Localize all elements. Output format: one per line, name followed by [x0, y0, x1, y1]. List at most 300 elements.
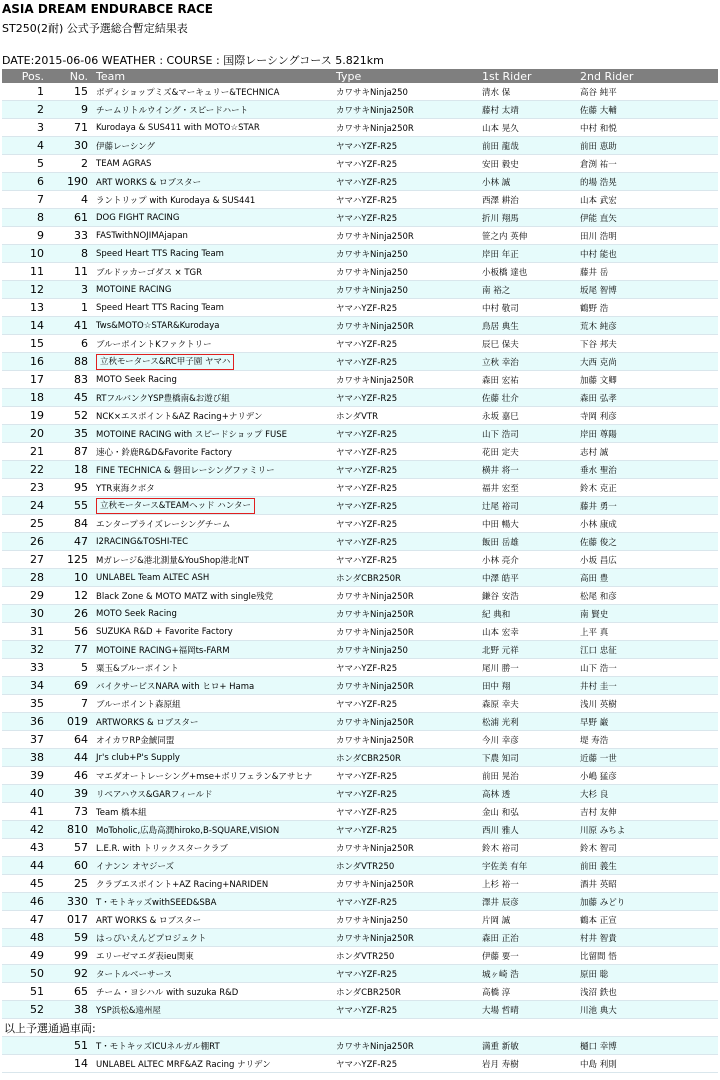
cell-type: ヤマハYZF-R25 — [334, 695, 480, 713]
cell-rider1: 辻尾 裕司 — [480, 497, 578, 515]
col-header-rider1: 1st Rider — [480, 69, 578, 83]
cell-rider2: 加藤 文卿 — [578, 371, 718, 389]
table-row — [2, 857, 718, 875]
cell-pos: 43 — [2, 839, 52, 857]
cell-pos: 1 — [2, 83, 52, 101]
cell-pos: 37 — [2, 731, 52, 749]
cell-type: ヤマハYZF-R25 — [334, 155, 480, 173]
table-header-row — [2, 69, 718, 83]
cell-rider2: 岸田 尊陽 — [578, 425, 718, 443]
cell-type: ヤマハYZF-R25 — [334, 767, 480, 785]
cell-rider1: 中村 敬司 — [480, 299, 578, 317]
cell-pos: 47 — [2, 911, 52, 929]
cell-type: カワサキNinja250R — [334, 677, 480, 695]
cell-no: 3 — [52, 281, 94, 299]
table-row — [2, 497, 718, 515]
cell-pos: 26 — [2, 533, 52, 551]
cell-rider1: 小林 誠 — [480, 173, 578, 191]
cell-no: 18 — [52, 461, 94, 479]
cell-team: MOTOINE RACING — [94, 281, 334, 299]
cell-rider1: 今川 幸彦 — [480, 731, 578, 749]
cell-no: 11 — [52, 263, 94, 281]
cell-type: ヤマハYZF-R25 — [334, 443, 480, 461]
cell-pos: 22 — [2, 461, 52, 479]
cell-team: RTフルバンクYSP豊橋南&お遊び組 — [94, 389, 334, 407]
cell-rider2: 鈴木 智司 — [578, 839, 718, 857]
cell-type: カワサキNinja250R — [334, 101, 480, 119]
cell-rider1: 宇佐美 有年 — [480, 857, 578, 875]
cell-rider2: 比留間 悟 — [578, 947, 718, 965]
cell-rider2: 浅川 英樹 — [578, 695, 718, 713]
cell-pos: 40 — [2, 785, 52, 803]
qualified-note: 以上予選通過車両: — [2, 1019, 718, 1037]
cell-rider2: 坂尾 智博 — [578, 281, 718, 299]
cell-no: 7 — [52, 695, 94, 713]
cell-type: ホンダCBR250R — [334, 983, 480, 1001]
cell-no: 15 — [52, 83, 94, 101]
cell-rider1: 前田 龍哉 — [480, 137, 578, 155]
cell-rider1: 佐藤 壮介 — [480, 389, 578, 407]
cell-rider2: 山本 武宏 — [578, 191, 718, 209]
cell-rider2: 鶴野 浩 — [578, 299, 718, 317]
cell-no: 8 — [52, 245, 94, 263]
table-row — [2, 839, 718, 857]
table-row — [2, 425, 718, 443]
cell-type: ヤマハYZF-R25 — [334, 515, 480, 533]
cell-rider2: 中村 和悦 — [578, 119, 718, 137]
cell-pos: 36 — [2, 713, 52, 731]
cell-no: 99 — [52, 947, 94, 965]
table-row — [2, 731, 718, 749]
cell-pos: 2 — [2, 101, 52, 119]
cell-rider1: 笹之内 英伸 — [480, 227, 578, 245]
cell-pos: 48 — [2, 929, 52, 947]
cell-team: エンタープライズレーシングチーム — [94, 515, 334, 533]
cell-type: カワサキNinja250R — [334, 1037, 480, 1055]
cell-no: 52 — [52, 407, 94, 425]
cell-no: 9 — [52, 101, 94, 119]
cell-team: ブルドッカーゴダス × TGR — [94, 263, 334, 281]
cell-no: 64 — [52, 731, 94, 749]
cell-pos: 10 — [2, 245, 52, 263]
cell-team: Jr's club+P's Supply — [94, 749, 334, 767]
non-qualified-row — [2, 1055, 718, 1073]
cell-rider1: 下農 知司 — [480, 749, 578, 767]
cell-type: ヤマハYZF-R25 — [334, 425, 480, 443]
cell-no: 38 — [52, 1001, 94, 1019]
cell-team: 伊藤レーシング — [94, 137, 334, 155]
cell-no: 39 — [52, 785, 94, 803]
col-header-no: No. — [52, 69, 94, 83]
cell-type: カワサキNinja250R — [334, 227, 480, 245]
cell-team: FASTwithNOJIMAjapan — [94, 227, 334, 245]
cell-team: ブルーポイントKファクトリー — [94, 335, 334, 353]
cell-rider1: 伊藤 要一 — [480, 947, 578, 965]
table-row — [2, 263, 718, 281]
cell-rider1: 清水 保 — [480, 83, 578, 101]
table-row — [2, 371, 718, 389]
cell-rider2: 的場 浩晃 — [578, 173, 718, 191]
cell-type: ホンダCBR250R — [334, 569, 480, 587]
cell-type: カワサキNinja250R — [334, 119, 480, 137]
cell-no: 88 — [52, 353, 94, 371]
cell-team: ラントリップ with Kurodaya & SUS441 — [94, 191, 334, 209]
cell-team — [94, 353, 334, 371]
cell-pos: 30 — [2, 605, 52, 623]
table-row — [2, 965, 718, 983]
cell-rider1: 西澤 耕治 — [480, 191, 578, 209]
cell-pos-empty — [2, 1037, 52, 1055]
table-row — [2, 893, 718, 911]
cell-rider2: 前田 恵助 — [578, 137, 718, 155]
cell-no: 45 — [52, 389, 94, 407]
cell-pos: 41 — [2, 803, 52, 821]
results-body — [2, 83, 718, 1073]
cell-team: チーム・ヨシハル with suzuka R&D — [94, 983, 334, 1001]
cell-team — [94, 497, 334, 515]
cell-pos: 17 — [2, 371, 52, 389]
cell-pos: 15 — [2, 335, 52, 353]
highlight-box: 立秋モータース&TEAMヘッド ハンター — [96, 498, 255, 514]
table-row — [2, 443, 718, 461]
cell-team: MOTOINE RACING+福岡ts-FARM — [94, 641, 334, 659]
cell-rider2: 森田 弘孝 — [578, 389, 718, 407]
cell-rider2: 南 賢史 — [578, 605, 718, 623]
cell-team: Speed Heart TTS Racing Team — [94, 245, 334, 263]
cell-type: ヤマハYZF-R25 — [334, 533, 480, 551]
cell-pos: 14 — [2, 317, 52, 335]
table-row — [2, 713, 718, 731]
cell-no: 25 — [52, 875, 94, 893]
cell-pos: 18 — [2, 389, 52, 407]
cell-rider2: 中村 能也 — [578, 245, 718, 263]
cell-rider2: 大杉 良 — [578, 785, 718, 803]
note-row — [2, 1019, 718, 1037]
cell-team: チームリトルウイング・スピードハート — [94, 101, 334, 119]
cell-pos: 13 — [2, 299, 52, 317]
cell-rider1: 横井 将一 — [480, 461, 578, 479]
cell-no: 69 — [52, 677, 94, 695]
cell-no: 47 — [52, 533, 94, 551]
cell-rider1: 永坂 嘉巳 — [480, 407, 578, 425]
cell-team: I2RACING&TOSHI-TEC — [94, 533, 334, 551]
cell-no: 14 — [52, 1055, 94, 1073]
cell-team: T・モトキッズwithSEED&SBA — [94, 893, 334, 911]
table-row — [2, 677, 718, 695]
cell-no: 92 — [52, 965, 94, 983]
cell-type: ヤマハYZF-R25 — [334, 821, 480, 839]
cell-team: Team 橋本組 — [94, 803, 334, 821]
cell-no: 190 — [52, 173, 94, 191]
cell-type: ヤマハYZF-R25 — [334, 209, 480, 227]
table-row — [2, 83, 718, 101]
table-row — [2, 911, 718, 929]
table-row — [2, 173, 718, 191]
cell-rider1: 北野 元祥 — [480, 641, 578, 659]
cell-no: 12 — [52, 587, 94, 605]
cell-team: クラブエスポイント+AZ Racing+NARIDEN — [94, 875, 334, 893]
cell-no: 26 — [52, 605, 94, 623]
cell-rider1: 小板橋 達也 — [480, 263, 578, 281]
table-row — [2, 929, 718, 947]
cell-rider2: 井村 圭一 — [578, 677, 718, 695]
cell-no: 017 — [52, 911, 94, 929]
cell-type: カワサキNinja250 — [334, 641, 480, 659]
cell-type: ヤマハYZF-R25 — [334, 1001, 480, 1019]
cell-pos: 7 — [2, 191, 52, 209]
cell-rider2: 酒井 英昭 — [578, 875, 718, 893]
cell-rider1: 鳥居 典生 — [480, 317, 578, 335]
cell-no: 33 — [52, 227, 94, 245]
cell-type: ヤマハYZF-R25 — [334, 299, 480, 317]
cell-rider2: 佐藤 大輔 — [578, 101, 718, 119]
cell-team: 速心・鈴鹿R&D&Favorite Factory — [94, 443, 334, 461]
cell-rider2: 小嶋 猛彦 — [578, 767, 718, 785]
cell-rider2: 松尾 和彦 — [578, 587, 718, 605]
cell-team: T・モトキッズICUネルガル棚RT — [94, 1037, 334, 1055]
cell-team: MOTOINE RACING with スピードショップ FUSE — [94, 425, 334, 443]
table-row — [2, 533, 718, 551]
cell-team: ブルーポイント森原組 — [94, 695, 334, 713]
cell-type: カワサキNinja250R — [334, 875, 480, 893]
cell-team: YTR東海クボタ — [94, 479, 334, 497]
cell-rider1: 鈴木 裕司 — [480, 839, 578, 857]
cell-type: ヤマハYZF-R25 — [334, 1055, 480, 1073]
cell-team: エリーゼマエダ表ieu関東 — [94, 947, 334, 965]
cell-pos: 21 — [2, 443, 52, 461]
cell-rider1: 城ヶ崎 浩 — [480, 965, 578, 983]
cell-rider1: 片岡 誠 — [480, 911, 578, 929]
cell-pos: 25 — [2, 515, 52, 533]
cell-type: カワサキNinja250R — [334, 731, 480, 749]
cell-rider2: 山下 浩一 — [578, 659, 718, 677]
cell-rider2: 垂水 聖治 — [578, 461, 718, 479]
cell-pos: 20 — [2, 425, 52, 443]
table-row — [2, 101, 718, 119]
cell-rider2: 高田 豊 — [578, 569, 718, 587]
table-row — [2, 659, 718, 677]
cell-rider2: 堤 寿浩 — [578, 731, 718, 749]
table-row — [2, 407, 718, 425]
table-row — [2, 641, 718, 659]
table-row — [2, 875, 718, 893]
cell-team: UNLABEL ALTEC MRF&AZ Racing ナリデン — [94, 1055, 334, 1073]
cell-rider2: 田川 浩明 — [578, 227, 718, 245]
cell-no: 019 — [52, 713, 94, 731]
table-row — [2, 209, 718, 227]
cell-type: ヤマハYZF-R25 — [334, 965, 480, 983]
cell-type: ヤマハYZF-R25 — [334, 137, 480, 155]
table-row — [2, 299, 718, 317]
cell-pos: 27 — [2, 551, 52, 569]
table-row — [2, 389, 718, 407]
cell-rider2: 下谷 邦夫 — [578, 335, 718, 353]
cell-team: DOG FIGHT RACING — [94, 209, 334, 227]
cell-pos: 34 — [2, 677, 52, 695]
cell-rider2: 村井 智貴 — [578, 929, 718, 947]
cell-rider1: 小林 亮介 — [480, 551, 578, 569]
cell-rider2: 鈴木 克正 — [578, 479, 718, 497]
cell-type: ヤマハYZF-R25 — [334, 335, 480, 353]
cell-team: NCK×エスポイント&AZ Racing+ナリデン — [94, 407, 334, 425]
cell-pos: 38 — [2, 749, 52, 767]
cell-rider2: 上平 真 — [578, 623, 718, 641]
cell-pos: 19 — [2, 407, 52, 425]
cell-no: 57 — [52, 839, 94, 857]
cell-team: 粟玉&ブルーポイント — [94, 659, 334, 677]
cell-type: ヤマハYZF-R25 — [334, 479, 480, 497]
cell-rider1: 中田 暢大 — [480, 515, 578, 533]
cell-type: カワサキNinja250 — [334, 911, 480, 929]
cell-rider1: 岩月 寿樹 — [480, 1055, 578, 1073]
cell-no: 5 — [52, 659, 94, 677]
table-row — [2, 785, 718, 803]
cell-pos: 32 — [2, 641, 52, 659]
cell-rider1: 岸田 年正 — [480, 245, 578, 263]
table-row — [2, 947, 718, 965]
cell-rider1: 南 裕之 — [480, 281, 578, 299]
cell-team: Tws&MOTO☆STAR&Kurodaya — [94, 317, 334, 335]
cell-pos: 51 — [2, 983, 52, 1001]
cell-rider1: 飯田 岳雄 — [480, 533, 578, 551]
cell-team: ARTWORKS & ロブスター — [94, 713, 334, 731]
cell-rider1: 福井 宏至 — [480, 479, 578, 497]
cell-pos-empty — [2, 1055, 52, 1073]
cell-type: カワサキNinja250 — [334, 245, 480, 263]
page-title: ASIA DREAM ENDURABCE RACE — [2, 2, 213, 16]
cell-rider2: 寺岡 利彦 — [578, 407, 718, 425]
cell-rider1: 辰巳 保夫 — [480, 335, 578, 353]
cell-team: TEAM AGRAS — [94, 155, 334, 173]
cell-rider1: 山本 宏幸 — [480, 623, 578, 641]
cell-type: カワサキNinja250R — [334, 317, 480, 335]
cell-rider2: 荒木 純彦 — [578, 317, 718, 335]
cell-rider2: 川池 典大 — [578, 1001, 718, 1019]
cell-rider1: 西川 雅人 — [480, 821, 578, 839]
cell-no: 35 — [52, 425, 94, 443]
col-header-type: Type — [334, 69, 480, 83]
col-header-rider2: 2nd Rider — [578, 69, 718, 83]
cell-pos: 49 — [2, 947, 52, 965]
cell-rider1: 立秋 幸治 — [480, 353, 578, 371]
col-header-team: Team — [94, 69, 334, 83]
cell-rider1: 紀 典和 — [480, 605, 578, 623]
cell-team: MOTO Seek Racing — [94, 605, 334, 623]
cell-rider2: 高谷 純平 — [578, 83, 718, 101]
cell-pos: 46 — [2, 893, 52, 911]
cell-rider1: 折川 翔馬 — [480, 209, 578, 227]
cell-no: 65 — [52, 983, 94, 1001]
col-header-pos: Pos. — [2, 69, 52, 83]
cell-type: ヤマハYZF-R25 — [334, 191, 480, 209]
cell-rider1: 森原 幸夫 — [480, 695, 578, 713]
table-row — [2, 821, 718, 839]
cell-team: オイカワRP金鯱同盟 — [94, 731, 334, 749]
cell-team: イナンン オヤジーズ — [94, 857, 334, 875]
cell-no: 84 — [52, 515, 94, 533]
cell-rider1: 上杉 裕一 — [480, 875, 578, 893]
table-row — [2, 479, 718, 497]
cell-team: ART WORKS & ロブスター — [94, 173, 334, 191]
cell-no: 55 — [52, 497, 94, 515]
cell-rider1: 田中 翔 — [480, 677, 578, 695]
cell-no: 61 — [52, 209, 94, 227]
cell-type: ヤマハYZF-R25 — [334, 173, 480, 191]
cell-rider1: 金山 和弘 — [480, 803, 578, 821]
cell-type: ホンダVTR250 — [334, 857, 480, 875]
table-row — [2, 605, 718, 623]
cell-no: 4 — [52, 191, 94, 209]
cell-type: ホンダVTR — [334, 407, 480, 425]
cell-pos: 9 — [2, 227, 52, 245]
cell-pos: 23 — [2, 479, 52, 497]
table-row — [2, 461, 718, 479]
cell-no: 95 — [52, 479, 94, 497]
cell-team: ボディショップミズ&マーキュリー&TECHNICA — [94, 83, 334, 101]
cell-rider2: 江口 忠征 — [578, 641, 718, 659]
cell-pos: 3 — [2, 119, 52, 137]
cell-no: 125 — [52, 551, 94, 569]
cell-rider1: 安田 毅史 — [480, 155, 578, 173]
table-row — [2, 623, 718, 641]
cell-team: バイクサービスNARA with ヒロ+ Hama — [94, 677, 334, 695]
cell-rider2: 原田 聡 — [578, 965, 718, 983]
cell-rider2: 倉渕 祐一 — [578, 155, 718, 173]
cell-team: ART WORKS & ロブスター — [94, 911, 334, 929]
cell-no: 330 — [52, 893, 94, 911]
cell-rider1: 鎌谷 安浩 — [480, 587, 578, 605]
cell-rider1: 高林 透 — [480, 785, 578, 803]
cell-type: ヤマハYZF-R25 — [334, 353, 480, 371]
table-row — [2, 335, 718, 353]
cell-team: MOTO Seek Racing — [94, 371, 334, 389]
cell-type: ヤマハYZF-R25 — [334, 497, 480, 515]
table-row — [2, 1001, 718, 1019]
table-row — [2, 749, 718, 767]
cell-type: カワサキNinja250R — [334, 623, 480, 641]
cell-pos: 5 — [2, 155, 52, 173]
cell-pos: 8 — [2, 209, 52, 227]
cell-rider1: 高橋 淳 — [480, 983, 578, 1001]
cell-no: 1 — [52, 299, 94, 317]
cell-pos: 11 — [2, 263, 52, 281]
table-row — [2, 227, 718, 245]
results-table — [2, 69, 718, 1073]
cell-type: ホンダVTR250 — [334, 947, 480, 965]
cell-pos: 31 — [2, 623, 52, 641]
cell-rider2: 近藤 一世 — [578, 749, 718, 767]
cell-rider1: 森田 正治 — [480, 929, 578, 947]
cell-type: ヤマハYZF-R25 — [334, 803, 480, 821]
cell-pos: 45 — [2, 875, 52, 893]
cell-team: Speed Heart TTS Racing Team — [94, 299, 334, 317]
cell-no: 51 — [52, 1037, 94, 1055]
cell-pos: 42 — [2, 821, 52, 839]
cell-team: YSP浜松&遠州屋 — [94, 1001, 334, 1019]
table-row — [2, 317, 718, 335]
cell-team: はっぴいえんどプロジェクト — [94, 929, 334, 947]
cell-no: 30 — [52, 137, 94, 155]
cell-rider2: 加藤 みどり — [578, 893, 718, 911]
cell-no: 46 — [52, 767, 94, 785]
cell-rider2: 伊能 直矢 — [578, 209, 718, 227]
cell-pos: 24 — [2, 497, 52, 515]
cell-type: カワサキNinja250R — [334, 713, 480, 731]
cell-team: Black Zone & MOTO MATZ with single残党 — [94, 587, 334, 605]
table-row — [2, 155, 718, 173]
cell-no: 2 — [52, 155, 94, 173]
cell-pos: 50 — [2, 965, 52, 983]
